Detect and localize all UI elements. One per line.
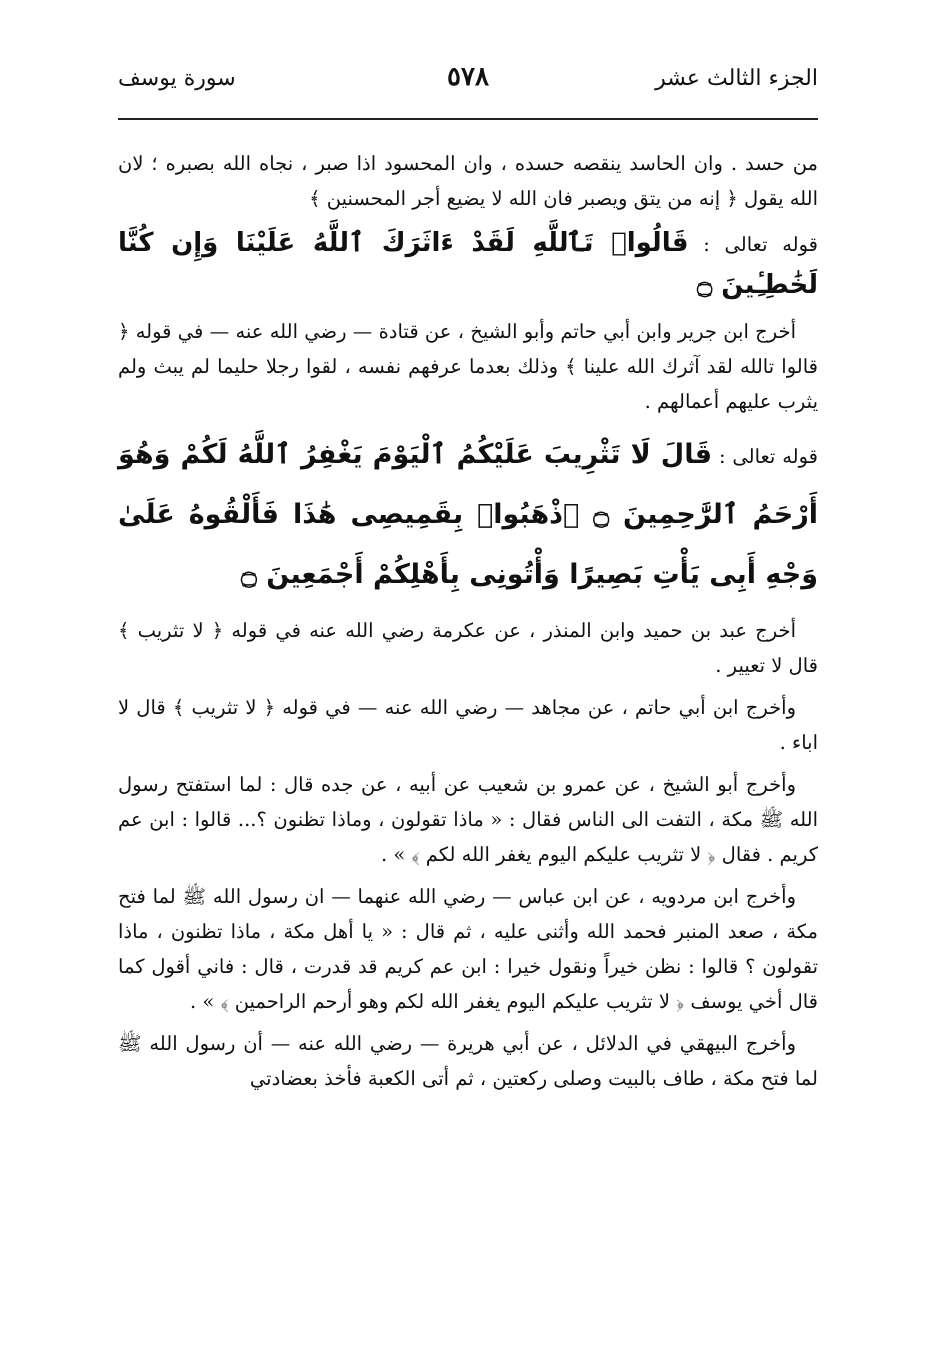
paragraph-5: وأخرج أبو الشيخ ، عن عمرو بن شعيب عن أبيه ، عن جده قال : لما استفتح رسول الله ﷺ مكة ، التفت الى الناس فقال : « ماذا تقولون ، وماذا تظنون ؟... قالوا : ابن عم كريم . فقال ﴿ لا تثريب عليكم اليوم يغفر الله لكم ﴾ » . — [118, 773, 818, 866]
page-body — [118, 146, 818, 1103]
paragraph-6: وأخرج ابن مردويه ، عن ابن عباس — رضي الله عنهما — ان رسول الله ﷺ لما فتح مكة ، صعد المنبر فحمد الله وأثنى عليه ، ثم قال : « يا أهل مكة ، ماذا تظنون ، ماذا تقولون ؟ قالوا : نظن خيراً ونقول خيرا : ابن عم كريم قد قدرت ، قال : فاني أقول كما قال أخي يوسف ﴿ لا تثريب عليكم اليوم يغفر الله لكم وهو أرحم الراحمين ﴾ » . — [118, 885, 818, 1013]
verse-intro-1: قوله تعالى : — [703, 233, 819, 256]
surah-title: سورة يوسف — [118, 66, 236, 91]
page-number: ٥٧٨ — [447, 62, 489, 92]
header-divider — [118, 118, 818, 120]
running-header — [118, 52, 818, 112]
quran-verse-1: قَالُوا۟ تَٱللَّهِ لَقَدْ ءَاثَرَكَ ٱللَّهُ عَلَيْنَا وَإِن كُنَّا لَخَٰطِـِٔينَ ۝ — [118, 228, 818, 300]
paragraph-1: من حسد . وان الحاسد ينقصه حسده ، وان المحسود اذا صبر ، نجاه الله بصبره ؛ لان الله يقول ﴿ إنه من يتق ويصبر فان الله لا يضيع أجر المحسنين ﴾ — [118, 152, 818, 210]
paragraph-4: وأخرج ابن أبي حاتم ، عن مجاهد — رضي الله عنه — في قوله ﴿ لا تثريب ﴾ قال لا اباء . — [118, 696, 818, 754]
paragraph-7: وأخرج البيهقي في الدلائل ، عن أبي هريرة — رضي الله عنه — أن رسول الله ﷺ لما فتح مكة ، طاف بالبيت وصلى ركعتين ، ثم أتى الكعبة فأخذ بعضادتي — [118, 1032, 818, 1090]
paragraph-2: أخرج ابن جرير وابن أبي حاتم وأبو الشيخ ، عن قتادة — رضي الله عنه — في قوله ﴿ قالوا تالله لقد آثرك الله علينا ﴾ وذلك بعدما عرفهم نفسه ، لقوا رجلا حليما لم يبث ولم يثرب عليهم أعمالهم . — [118, 320, 818, 413]
verse-heading-2 — [118, 426, 818, 606]
part-title: الجزء الثالث عشر — [655, 66, 818, 91]
paragraph-3: أخرج عبد بن حميد وابن المنذر ، عن عكرمة رضي الله عنه في قوله ﴿ لا تثريب ﴾ قال لا تعيير . — [118, 619, 818, 677]
verse-intro-2: قوله تعالى : — [718, 445, 819, 468]
verse-heading-1 — [118, 223, 818, 307]
quran-verse-2: قَالَ لَا تَثْرِيبَ عَلَيْكُمُ ٱلْيَوْمَ يَغْفِرُ ٱللَّهُ لَكُمْ وَهُوَ أَرْحَمُ ٱلرَّٰحِمِينَ ۝ ٱذْهَبُوا۟ بِقَمِيصِى هَٰذَا فَأَلْقُوهُ عَلَىٰ وَجْهِ أَبِى يَأْتِ بَصِيرًا وَأْتُونِى بِأَهْلِكُمْ أَجْمَعِينَ ۝ — [118, 439, 818, 590]
